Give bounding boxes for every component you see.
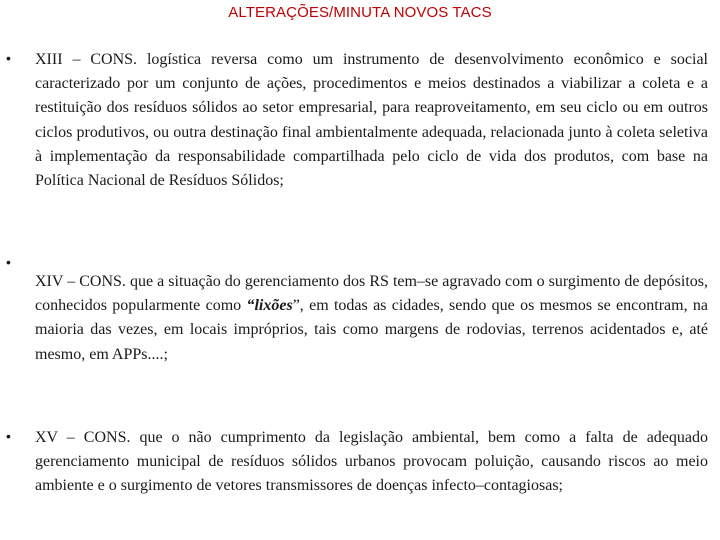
clause-xiii-text: XIII – CONS. logística reversa como um instrumento de desenvolvimento econômico e social caracterizado por um conjunto de ações, procedimentos e meios destinados a viabilizar a coleta e a restituição dos resíduos sólidos ao setor empresarial, para reaproveitamento, em seu ciclo ou em outros ciclos produtivos, ou outra destinação final ambientalmente adequada, relacionada junto à coleta seletiva à implementação da responsabilidade compartilhada pelo ciclo de vida dos produtos, com base na Política Nacional de Resíduos Sólidos; [35, 51, 708, 190]
clause-xiv-text-start: XIV – CONS. que a situação do gerenciamento dos RS tem–se agravado com o surgimento de depósitos, conhecidos popularmente como [35, 273, 708, 315]
bullet-icon: • [6, 50, 11, 66]
clause-xiv-emphasis: “lixões [246, 297, 293, 315]
bullet-icon: • [6, 254, 11, 270]
bullet-icon: • [6, 428, 11, 444]
clause-xv-text: XV – CONS. que o não cumprimento da legislação ambiental, bem como a falta de adequado gerenciamento municipal de resíduos sólidos urbanos provocam poluição, causando riscos ao meio ambiente e o surgimento de vetores transmissores de doenças infecto–contagiosas; [35, 429, 708, 495]
clause-xiv-text [35, 270, 708, 367]
slide-title: ALTERAÇÕES/MINUTA NOVOS TACS [228, 4, 492, 21]
clause-xiv-text-end: ”, em todas as cidades, sendo que os mesmos se encontram, na maioria das vezes, em locais impróprios, tais como margens de rodovias, terrenos acidentados e, até mesmo, em APPs....; [35, 297, 709, 363]
